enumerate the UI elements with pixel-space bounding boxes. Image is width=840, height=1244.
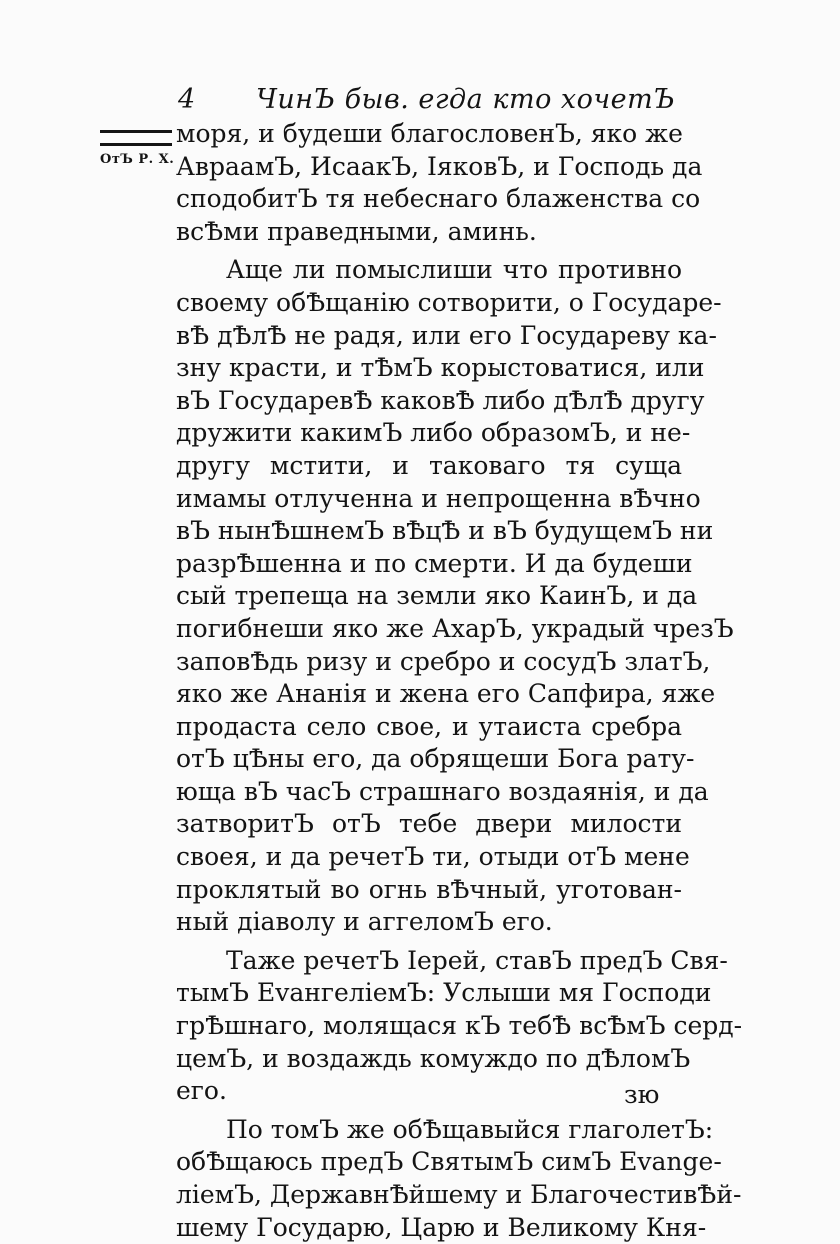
page-number: 4: [178, 84, 196, 115]
text-line: погибнеши яко же АхарЪ, украдый чрезЪ: [176, 613, 734, 643]
text-line: своему обѢщанію сотворити, о Государе-: [176, 287, 722, 317]
text-line: Аще ли помыслиши что противно: [226, 255, 682, 285]
text-line: шему Государю, Царю и Великому Кня-: [176, 1212, 707, 1242]
text-line: своея, и да речетЪ ти, отыди отЪ мене: [176, 842, 690, 872]
text-line: разрѢшенна и по смерти. И да будеши: [176, 548, 693, 578]
text-line: затворитЪ отЪ тебе двери милости: [176, 809, 682, 839]
text-line: юща вЪ часЪ страшнаго воздаянія, и да: [176, 776, 709, 806]
text-line: другу мстити, и таковаго тя суща: [176, 450, 682, 480]
text-line: тымЪ ЕvангеліемЪ: Услыши мя Господи: [176, 978, 712, 1008]
text-line: АвраамЪ, ИсаакЪ, ІяковЪ, и Господь да: [176, 151, 703, 181]
running-head: ЧинЪ быв. егда кто хочетЪ: [256, 84, 676, 115]
text-line: грѢшнаго, молящася кЪ тебѢ всѢмЪ серд-: [176, 1011, 743, 1041]
text-line: имамы отлученна и непрощенна вѢчно: [176, 483, 701, 513]
text-line: ліемЪ, ДержавнѢйшему и БлагочестивѢй-: [176, 1180, 742, 1209]
text-line: вѢ дѢлѢ не радя, или его Государеву ка-: [176, 320, 717, 350]
text-line: всѢми праведными, аминь.: [176, 216, 537, 246]
text-line: заповѢдь ризу и сребро и сосудЪ златЪ,: [176, 646, 711, 676]
text-line: продаста село свое, и утаиста сребра: [176, 711, 682, 741]
text-line: ный діаволу и аггеломЪ его.: [176, 907, 553, 937]
text-line: сый трепеща на земли яко КаинЪ, и да: [176, 581, 698, 611]
text-line: вЪ ГосударевѢ каковѢ либо дѢлѢ другу: [176, 385, 705, 415]
text-line: Таже речетЪ Іерей, ставЪ предЪ Свя-: [226, 945, 728, 975]
double-rule-ornament: [100, 130, 172, 146]
text-line: его.: [176, 1076, 227, 1106]
text-line: По томЪ же обѢщавыйся глаголетЪ:: [226, 1114, 714, 1144]
catchword: зю: [624, 1080, 660, 1109]
text-line: цемЪ, и воздаждь комуждо по дѢломЪ: [176, 1043, 691, 1073]
text-line: зну красти, и тѢмЪ корыстоватися, или: [176, 353, 705, 383]
text-line: проклятый во огнь вѢчный, уготован-: [176, 874, 682, 904]
text-line: обѢщаюсь предЪ СвятымЪ симЪ Еvange-: [176, 1147, 722, 1177]
side-note: ОтЪ Р. Х.: [100, 152, 175, 167]
text-line: вЪ нынѢшнемЪ вѢцѢ и вЪ будущемЪ ни: [176, 516, 714, 546]
text-line: моря, и будеши благословенЪ, яко же: [176, 119, 683, 148]
text-line: дружити какимЪ либо образомЪ, и не-: [176, 418, 691, 448]
text-line: яко же Ананія и жена его Сапфира, яже: [176, 679, 716, 709]
text-line: отЪ цѢны его, да обрящеши Бога рату-: [176, 744, 695, 774]
body-text: [176, 118, 743, 1244]
text-line: сподобитЪ тя небеснаго блаженства со: [176, 184, 701, 214]
